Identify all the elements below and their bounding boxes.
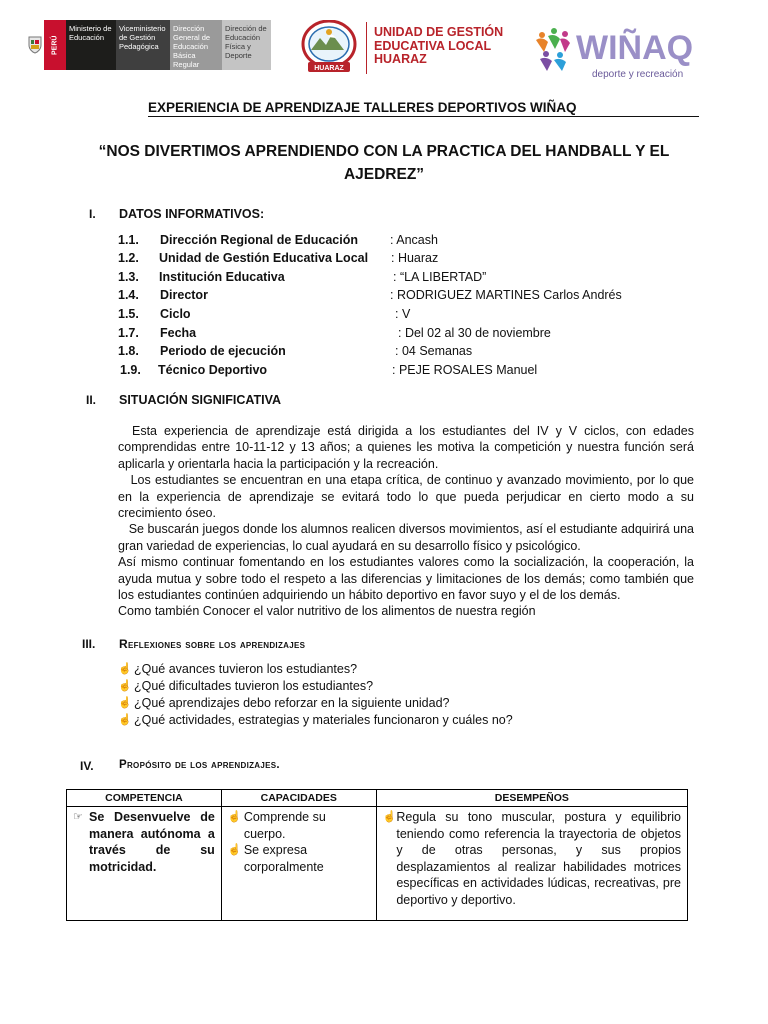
proposito-table xyxy=(66,789,688,921)
dato-value: : “LA LIBERTAD” xyxy=(393,270,487,284)
dato-number: 1.8. xyxy=(118,344,139,358)
dato-row xyxy=(118,361,678,379)
table-header-cell: DESEMPEÑOS xyxy=(376,790,687,807)
dato-number: 1.2. xyxy=(118,251,139,265)
situacion-text xyxy=(118,423,698,620)
table-header-cell: CAPACIDADES xyxy=(221,790,376,807)
hand-pointing-icon: ☞ xyxy=(73,811,83,823)
competencia-text: Se Desenvuelve de manera autónoma a través de su motricidad. xyxy=(89,810,215,874)
list-item xyxy=(118,695,513,712)
dato-value: : 04 Semanas xyxy=(395,344,473,358)
peru-label: PERÚ xyxy=(44,20,66,70)
reflexiones-list xyxy=(118,661,513,729)
dato-value: : PEJE ROSALES Manuel xyxy=(392,363,538,377)
dato-label: Fecha xyxy=(160,326,197,340)
section2-number: II. xyxy=(86,393,97,407)
dato-number: 1.4. xyxy=(118,288,139,302)
dato-label: Técnico Deportivo xyxy=(158,363,268,377)
section3-title: Reflexiones sobre los aprendizajes xyxy=(119,637,306,651)
situacion-paragraph: Esta experiencia de aprendizaje está dirigida a los estudiantes del IV y V ciclos, con edades comprendidas entre 10-11-12 y 13 años; a quienes les motiva la competición y nuestra función será aplicarla y orientarla hacia la participación y la recreación. xyxy=(118,424,698,471)
hand-pointer-icon: ☝ xyxy=(118,680,132,692)
dato-row xyxy=(118,305,678,323)
dato-row xyxy=(118,268,678,286)
section1-title: DATOS INFORMATIVOS: xyxy=(119,207,265,221)
minedu-cell-ministerio: Ministerio de Educación xyxy=(66,20,116,70)
hand-pointer-icon: ☝ xyxy=(382,811,397,823)
ugel-line-1: UNIDAD DE GESTIÓN xyxy=(374,25,504,39)
dato-value: : V xyxy=(395,307,411,321)
coat-of-arms-icon xyxy=(26,20,44,70)
dato-label: Director xyxy=(160,288,208,302)
ugel-seal-text: HUARAZ xyxy=(314,65,344,72)
winaq-wordmark: WIÑAQ xyxy=(576,29,694,67)
section4-number: IV. xyxy=(80,759,94,773)
dato-row xyxy=(118,286,678,304)
list-item xyxy=(228,842,370,875)
hand-pointer-icon: ☝ xyxy=(227,811,242,823)
dato-label: Dirección Regional de Educación xyxy=(160,233,358,247)
table-row xyxy=(67,807,688,921)
section4-title: Propósito de los aprendizajes. xyxy=(119,759,280,771)
dato-value: : Del 02 al 30 de noviembre xyxy=(398,326,551,340)
dato-number: 1.1. xyxy=(118,233,139,247)
dato-value: : Huaraz xyxy=(391,251,439,265)
dato-row xyxy=(118,342,678,360)
dato-number: 1.9. xyxy=(120,363,141,377)
minedu-logo-bar xyxy=(26,20,271,70)
situacion-paragraph: Se buscarán juegos donde los alumnos realicen diversos movimientos, así el estudiante adquirirá una gran variedad de experiencias, lo cual ayudará en su desarrollo físico y psicológico. xyxy=(118,522,698,553)
dato-row xyxy=(118,231,678,249)
dato-number: 1.7. xyxy=(118,326,139,340)
dato-row xyxy=(118,249,678,267)
section2-title: SITUACIÓN SIGNIFICATIVA xyxy=(119,393,282,407)
section3-number: III. xyxy=(82,637,96,651)
list-item-text: ¿Qué dificultades tuvieron los estudiantes? xyxy=(134,679,374,693)
situacion-paragraph: Los estudiantes se encuentran en una etapa crítica, de continuo y avanzado movimiento, por lo que en la experiencia de aprendizaje se evitará todo lo que pueda perjudicar en cierto modo a su crecimiento óseo. xyxy=(118,473,698,521)
document-title: EXPERIENCIA DE APRENDIZAJE TALLERES DEPORTIVOS WIÑAQ xyxy=(148,100,699,117)
desempenos-cell xyxy=(376,807,687,921)
capacidades-cell xyxy=(221,807,376,921)
dato-label: Periodo de ejecución xyxy=(160,344,286,358)
list-item xyxy=(228,809,370,842)
list-item-text: ¿Qué avances tuvieron los estudiantes? xyxy=(134,662,358,676)
hand-pointer-icon: ☝ xyxy=(118,714,132,726)
desempenos-text: Regula su tono muscular, postura y equilibrio teniendo como referencia la trayectoria de objetos y de otras personas, y sus propios desplazamientos al realizar habilidades motrices específicas en actividades lúdicas, recreativas, pre deportivo y deportivo. xyxy=(396,810,681,907)
dato-label: Institución Educativa xyxy=(159,270,285,284)
header-divider xyxy=(366,22,367,74)
dato-label: Ciclo xyxy=(160,307,191,321)
ugel-name xyxy=(374,26,503,67)
minedu-cell-direccion-ef: Dirección de Educación Física y Deporte xyxy=(222,20,271,70)
list-item-text: ¿Qué actividades, estrategias y materiales funcionaron y cuáles no? xyxy=(134,713,513,727)
dato-value: : RODRIGUEZ MARTINES Carlos Andrés xyxy=(390,288,622,302)
list-item xyxy=(118,712,513,729)
capacidad-text: Se expresa corporalmente xyxy=(243,843,324,874)
competencia-cell xyxy=(67,807,222,921)
hand-pointer-icon: ☝ xyxy=(118,663,132,675)
dato-label: Unidad de Gestión Educativa Local xyxy=(159,251,369,265)
table-header-row xyxy=(67,790,688,807)
situacion-paragraph: Como también Conocer el valor nutritivo de los alimentos de nuestra región xyxy=(118,604,536,619)
list-item-text: ¿Qué aprendizajes debo reforzar en la siguiente unidad? xyxy=(134,696,450,710)
dato-number: 1.5. xyxy=(118,307,139,321)
hand-pointer-icon: ☝ xyxy=(227,844,242,856)
ugel-seal-icon xyxy=(296,20,362,76)
situacion-paragraph: Así mismo continuar fomentando en los estudiantes valores como la socialización, la cooperación, la ayuda mutua y sobre todo el respeto a las diferencias y limitaciones de los demás; como también que los estudiantes continúen adquiriendo un hábito deportivo en favor suyo y el de los demás. xyxy=(118,555,694,603)
minedu-cell-direccion-general: Dirección General de Educación Básica Regular xyxy=(170,20,222,70)
document-subtitle: “NOS DIVERTIMOS APRENDIENDO CON LA PRACTICA DEL HANDBALL Y EL AJEDREZ” xyxy=(98,143,670,183)
dato-value: : Ancash xyxy=(390,233,438,247)
capacidad-text: Comprende su cuerpo. xyxy=(243,810,326,841)
minedu-cell-viceministerio: Viceministerio de Gestión Pedagógica xyxy=(116,20,170,70)
dato-row xyxy=(118,324,678,342)
winaq-tagline: deporte y recreación xyxy=(592,69,684,80)
table-header-cell: COMPETENCIA xyxy=(67,790,222,807)
hand-pointer-icon: ☝ xyxy=(118,697,132,709)
dato-number: 1.3. xyxy=(118,270,139,284)
ugel-line-3: HUARAZ xyxy=(374,52,427,66)
list-item xyxy=(118,678,513,695)
ugel-line-2: EDUCATIVA LOCAL xyxy=(374,38,492,53)
list-item xyxy=(118,661,513,678)
athletes-icon xyxy=(536,28,570,71)
section1-number: I. xyxy=(89,207,96,221)
